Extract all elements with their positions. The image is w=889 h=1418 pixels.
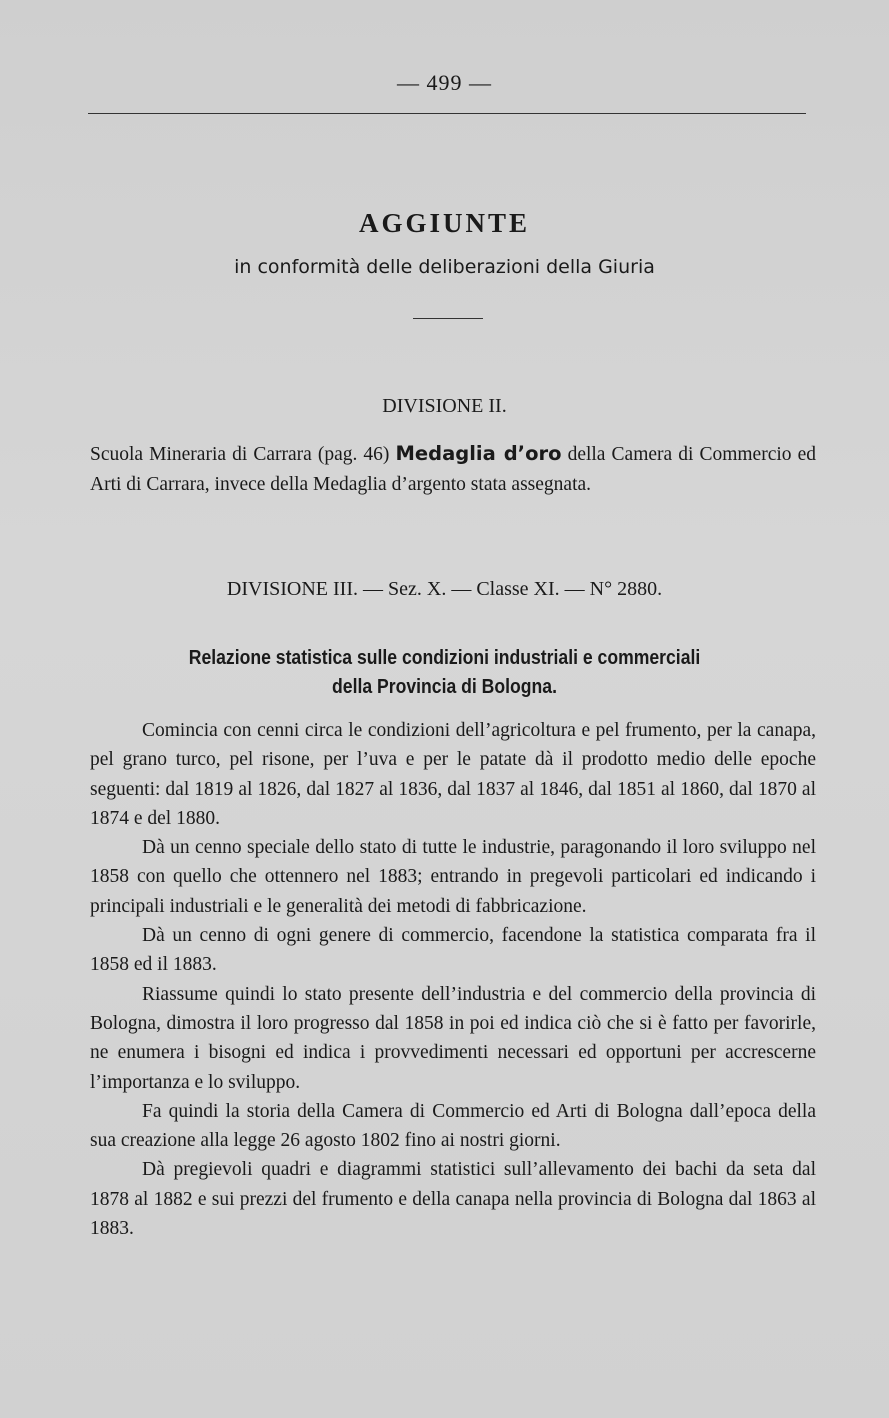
- division-2-entry: [90, 439, 816, 499]
- paragraph-summary: Riassume quindi lo stato presente dell’industria e del commercio della provincia di Bologna, dimostra il loro progresso dal 1858 in poi ed indica ciò che si è fatto per favorirle, ne enumera i bisogni ed indica i provvedimenti necessari ed opportuni per accrescerne l’importanza e lo sviluppo.: [90, 983, 816, 1093]
- paragraph-industries: Dà un cenno speciale dello stato di tutte le industrie, paragonando il loro sviluppo nel 1858 con quello che ottennero nel 1883; entrando in pregevoli particolari ed indicando i principali industriali e le generalità dei metodi di fabbricazione.: [90, 837, 816, 917]
- division-2-heading: DIVISIONE II.: [382, 395, 507, 417]
- header-rule: [88, 113, 806, 114]
- title-divider: [413, 318, 483, 319]
- paragraph-statistics: Dà pregievoli quadri e diagrammi statistici sull’allevamento dei bachi da seta dal 1878 al 1882 e sui prezzi del frumento e della canapa nella provincia di Bologna dal 1863 al 1883.: [90, 1159, 816, 1240]
- entry-text-before: Scuola Mineraria di Carrara (pag. 46): [90, 444, 396, 465]
- report-title-line-1: Relazione statistica sulle condizioni industriali e commerciali: [188, 647, 701, 669]
- page-subtitle: in conformità delle deliberazioni della Giuria: [234, 256, 655, 278]
- page-number: — 499 —: [397, 70, 492, 95]
- paragraph-chamber-history: Fa quindi la storia della Camera di Commercio ed Arti di Bologna dall’epoca della sua creazione alla legge 26 agosto 1802 fino ai nostri giorni.: [90, 1100, 816, 1152]
- report-description: [90, 716, 816, 1243]
- entry-text-after: della Camera di Commercio ed Arti di Carrara, invece della Medaglia d’argento stata assegnata.: [90, 444, 816, 495]
- medal-award: Medaglia d’oro: [395, 442, 562, 465]
- report-title-line-2: della Provincia di Bologna.: [332, 676, 557, 698]
- page-title: AGGIUNTE: [358, 208, 531, 238]
- division-3-heading: DIVISIONE III. — Sez. X. — Classe XI. — N° 2880.: [226, 578, 663, 600]
- paragraph-commerce: Dà un cenno di ogni genere di commercio, facendone la statistica comparata fra il 1858 ed il 1883.: [90, 925, 816, 976]
- paragraph-agriculture: Comincia con cenni circa le condizioni dell’agricoltura e pel frumento, per la canapa, pel grano turco, pel risone, per l’uva e per le patate dà il prodotto medio delle epoche seguenti: dal 1819 al 1826, dal 1827 al 1836, dal 1837 al 1846, dal 1851 al 1860, dal 1870 al 1874 e del 1880.: [90, 720, 816, 829]
